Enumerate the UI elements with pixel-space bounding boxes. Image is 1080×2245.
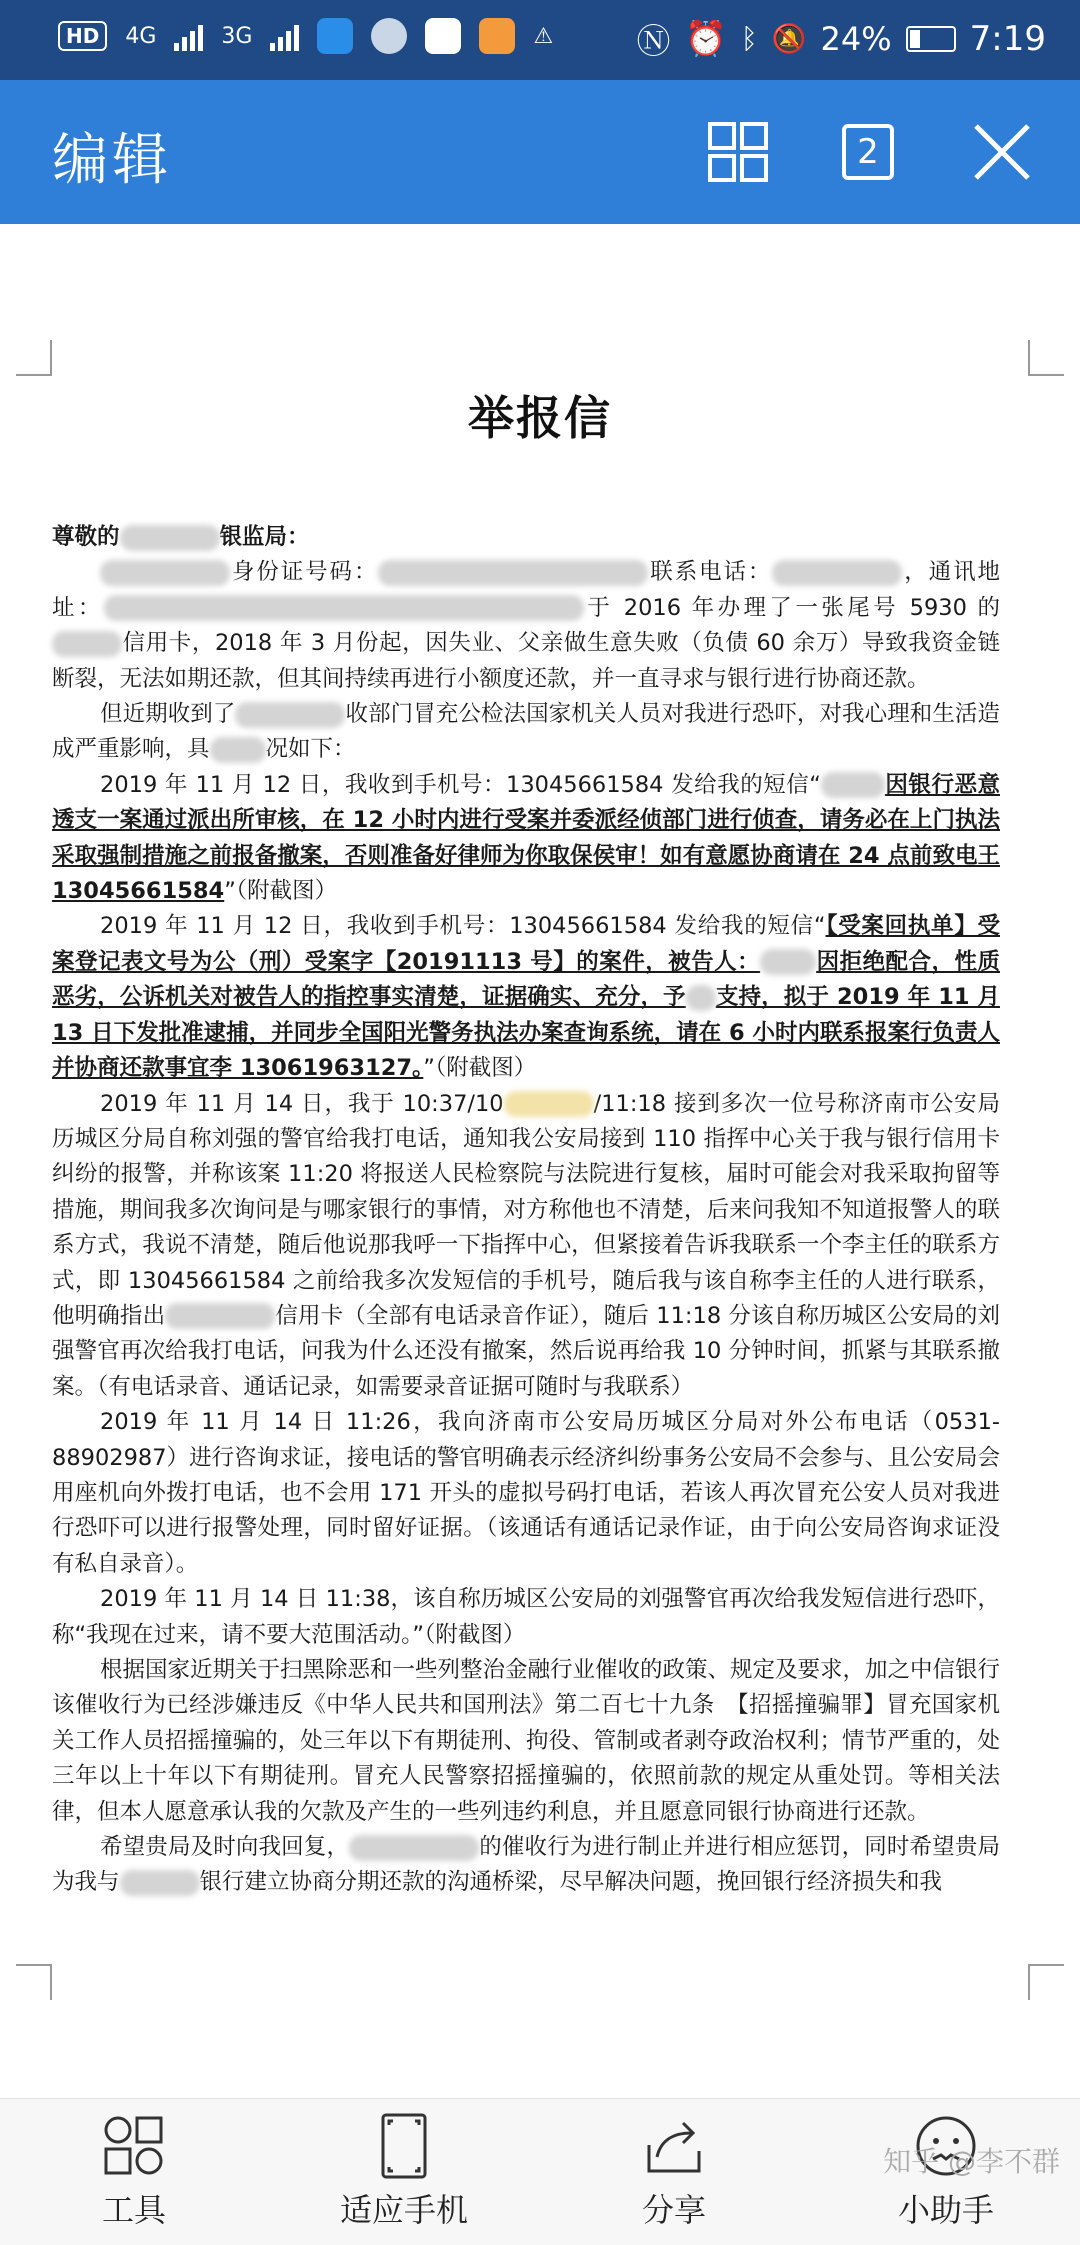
page-corner-mark: [1028, 1964, 1064, 2000]
close-icon[interactable]: [970, 120, 1034, 184]
cloud-icon: [371, 18, 407, 54]
paragraph-1: 身份证号码： 联系电话： ，通讯地址： 于 2016 年办理了一张尾号 5930 的信用卡，2018 年 3 月份起，因失业、父亲做生意失败（负债 60 余万）导致我资金链断裂，无法如期还款，但其间持续再进行小额度还款，并一直寻求与银行进行协商还款。: [52, 559, 1000, 692]
paragraph-8: 根据国家近期关于扫黑除恶和一些列整治金融行业催收的政策、规定及要求，加之中信银行该催收行为已经涉嫌违反《中华人民共和国刑法》第二百七十九条 【招摇撞骗罪】冒充国家机关工作人员招摇撞骗的，处三年以下有期徒刑、拘役、管制或者剥夺政治权利；情节严重的，处三年以上十年以下有期徒刑。冒充人民警察招摇撞骗的，依照前款的规定从重处罚。等相关法律，但本人愿意承认我的欠款及产生的一些列违约利息，并且愿意同银行协商进行还款。: [52, 1657, 1001, 1825]
paragraph-2: 但近期收到了 收部门冒充公检法国家机关人员对我进行恐吓，对我心理和生活造成严重影响，具 况如下：: [52, 701, 1000, 763]
clock: 7:19: [969, 18, 1046, 59]
signal-icon: [174, 21, 203, 51]
nfc-icon: Ⓝ: [636, 22, 671, 62]
paragraph-9: 希望贵局及时向我回复， 的催收行为进行制止并进行相应惩罚，同时希望贵局为我与 银行建立协商分期还款的沟通桥梁，尽早解决问题，挽回银行经济损失和我: [52, 1834, 1000, 1896]
page-count-icon[interactable]: 2: [842, 124, 894, 180]
shield-app-icon: [317, 18, 353, 54]
health-app-icon: [479, 18, 515, 54]
document-page[interactable]: [0, 224, 1080, 2098]
status-bar: [0, 0, 1080, 80]
signal-icon-2: [270, 21, 299, 51]
share-label: 分享: [641, 2191, 706, 2229]
tools-button[interactable]: [14, 2111, 254, 2231]
hd-badge: HD: [58, 21, 107, 51]
fit-phone-icon: [369, 2111, 439, 2181]
share-button[interactable]: [554, 2111, 794, 2231]
document-title: 举报信: [468, 391, 612, 445]
battery-percent: 24%: [820, 19, 892, 58]
watermark: 知乎 @李不群: [883, 2145, 1060, 2178]
page-title: 编辑: [52, 128, 172, 193]
alarm-icon: ⏰: [684, 18, 727, 59]
grid-icon[interactable]: [706, 120, 770, 184]
net-4g-label: 4G: [125, 23, 157, 49]
paragraph-7: 2019 年 11 月 14 日 11:38，该自称历城区公安局的刘强警官再次给我发短信进行恐吓，称“我现在过来，请不要大范围活动。”（附截图）: [52, 1586, 1000, 1648]
net-3g-label: 3G: [221, 23, 253, 49]
page-corner-mark: [16, 340, 52, 376]
fit-phone-button[interactable]: [284, 2111, 524, 2231]
paragraph-5: 2019 年 11 月 14 日，我于 10:37/10 /11:18 接到多次一位号称济南市公安局历城区分局自称刘强的警官给我打电话，通知我公安局接到 110 指挥中心关于我与银行信用卡纠纷的报警，并称该案 11:20 将报送人民检察院与法院进行复核，届时可能会对我采取拘留等措施，期间我多次询问是与哪家银行的事情，对方称他也不清楚，后来问我知不知道报警人的联系方式，我说不清楚，随后他说那我呼一下指挥中心，但紧接着告诉我联系一个李主任的联系方式，即 13045661584 之前给我多次发短信的手机号，随后我与该自称李主任的人进行联系，他明确指出 信用卡（全部有电话录音作证），随后 11:18 分该自称历城区公安局的刘强警官再次给我打电话，问我为什么还没有撤案，然后说再给我 10 分钟时间，抓紧与其联系撤案。（有电话录音、通话记录，如需要录音证据可随时与我联系）: [52, 1090, 1000, 1400]
app-icon: [425, 18, 461, 54]
tools-label: 工具: [101, 2191, 166, 2229]
mute-icon: 🔕: [771, 22, 807, 55]
tools-icon: [99, 2111, 169, 2181]
paragraph-3: 2019 年 11 月 12 日，我收到手机号：13045661584 发给我的短信“ 因银行恶意透支一案通过派出所审核，在 12 小时内进行受案并委派经侦部门进行侦查，请务必在上门执法采取强制措施之前报备撤案，否则准备好律师为你取保侯审！如有意愿协商请在 24 点前致电王 13045661584”（附截图）: [52, 771, 1000, 905]
paragraph-4: 2019 年 11 月 12 日，我收到手机号：13045661584 发给我的短信“【受案回执单】受案登记表文号为公（刑）受案字【20191113 号】的案件，被告人： 因拒绝配合，性质恶劣，公诉机关对被告人的指控事实清楚，证据确实、充分，予 支持，拟于 2019 年 11 月 13 日下发批准逮捕，并同步全国阳光警务执法办案查询系统，请在 6 小时内联系报案行负责人并协商还款事宜李 13061963127。”（附截图）: [52, 913, 1000, 1082]
warning-icon: ⚠: [533, 23, 554, 49]
fit-phone-label: 适应手机: [339, 2191, 468, 2229]
battery-icon: [906, 26, 956, 52]
paragraph-6: 2019 年 11 月 14 日 11:26，我向济南市公安局历城区分局对外公布电话（0531-88902987）进行咨询求证，接电话的警官明确表示经济纠纷事务公安局不会参与、且公安局会用座机向外拨打电话，也不会用 171 开头的虚拟号码打电话，若该人再次冒充公安人员对我进行恐吓可以进行报警处理，同时留好证据。（该通话有通话记录作证，由于向公安局咨询求证没有私自录音）。: [52, 1409, 1000, 1577]
app-bar: [0, 80, 1080, 224]
assistant-label: 小助手: [897, 2191, 994, 2229]
bluetooth-icon: ᛒ: [740, 22, 758, 55]
share-icon: [639, 2111, 709, 2181]
salutation: 尊敬的 银监局：: [52, 524, 310, 550]
page-corner-mark: [1028, 340, 1064, 376]
page-corner-mark: [16, 1964, 52, 2000]
document-body: [52, 520, 1000, 1901]
